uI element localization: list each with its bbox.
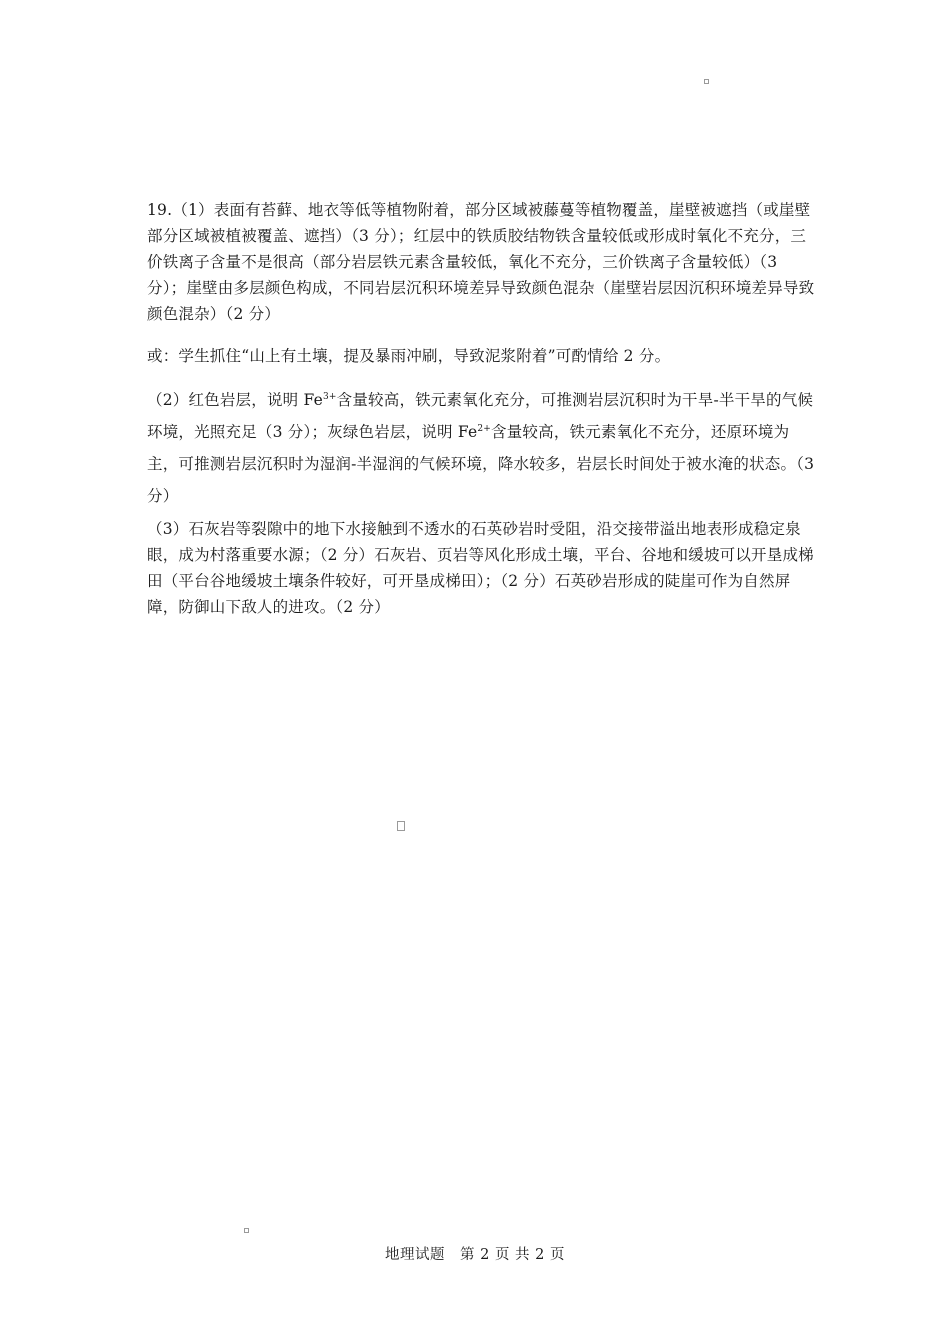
answer-19-alternative-note: 或：学生抓住“山上有土壤，提及暴雨冲刷，导致泥浆附着”可酌情给 2 分。 xyxy=(147,347,671,365)
answer-19-part-3: （3）石灰岩等裂隙中的地下水接触到不透水的石英砂岩时受阻，沿交接带溢出地表形成稳定泉眼，成为村落重要水源；（2 分）石灰岩、页岩等风化形成土壤，平台、谷地和缓坡可以开垦成梯田（平台谷地缓坡土壤条件较好，可开垦成梯田）；（2 分）石英砂岩形成的陡崖可作为自然屏障，防御山下敌人的进攻。（2 分） xyxy=(147,520,814,616)
part2-text-a: （2）红色岩层，说明 Fe xyxy=(147,391,323,409)
part2-text-c: 含量较高，铁元素氧化不充分，还原环境为主，可推测岩层沉积时为湿润-半湿润的气候环境，降水较多，岩层长时间处于被水淹的状态。（3 分） xyxy=(147,423,815,505)
fe3-superscript: 3+ xyxy=(322,392,337,402)
answer-19-part-2 xyxy=(147,384,815,512)
top-marker-box xyxy=(704,79,709,84)
middle-marker-box xyxy=(397,821,405,831)
page-footer: 地理试题 第 2 页 共 2 页 xyxy=(385,1247,565,1263)
part2-text-b: 含量较高，铁元素氧化充分，可推测岩层沉积时为干旱-半干旱的气候环境，光照充足（3 分）；灰绿色岩层，说明 Fe xyxy=(147,391,814,441)
answer-19-part-1: 19.（1）表面有苔藓、地衣等低等植物附着，部分区域被藤蔓等植物覆盖，崖壁被遮挡（或崖壁部分区域被植被覆盖、遮挡）（3 分）；红层中的铁质胶结物铁含量较低或形成时氧化不充分，三价铁离子含量不是很高（部分岩层铁元素含量较低，氧化不充分，三价铁离子含量较低）（3 分）；崖壁由多层颜色构成，不同岩层沉积环境差异导致颜色混杂（崖壁岩层因沉积环境差异导致颜色混杂）（2 分） xyxy=(147,201,815,323)
fe2-superscript: 2+ xyxy=(477,424,492,434)
bottom-marker-box xyxy=(244,1228,249,1233)
